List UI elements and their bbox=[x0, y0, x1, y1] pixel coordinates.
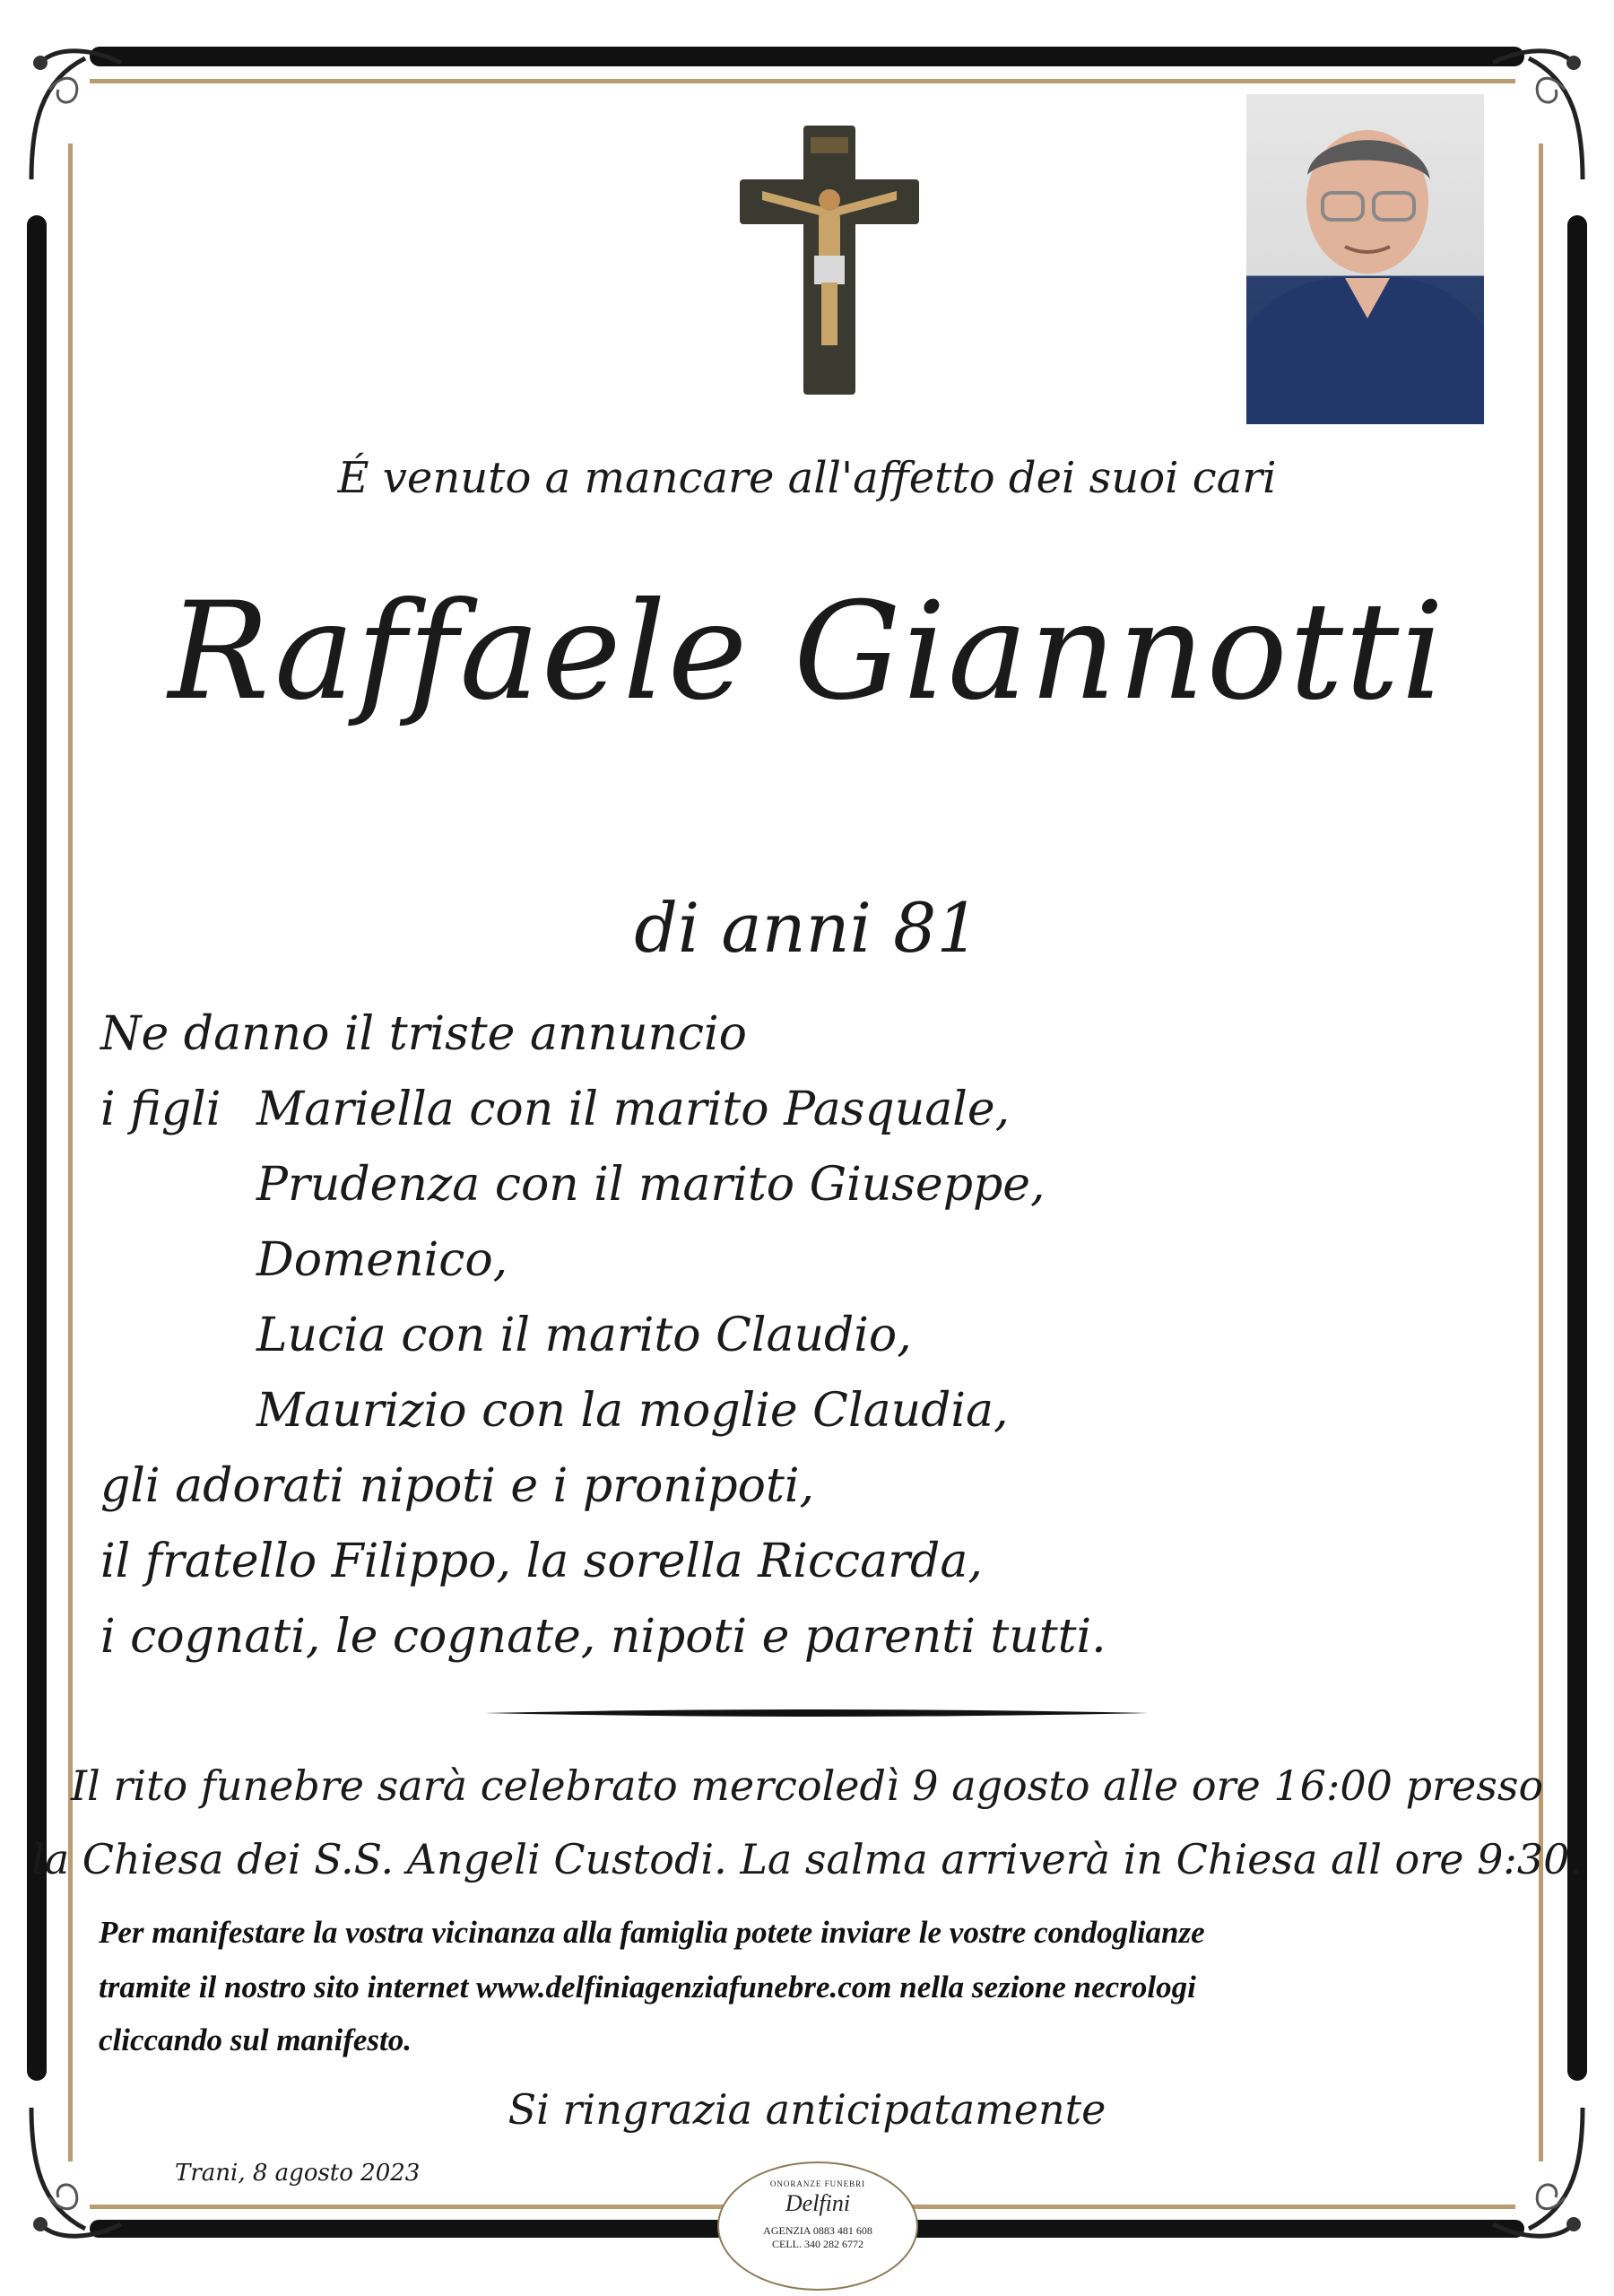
agency-phone: AGENZIA 0883 481 608 bbox=[763, 2224, 872, 2237]
thanks-text: Si ringrazia anticipatamente bbox=[508, 2085, 1106, 2134]
condolences-line: Per manifestare la vostra vicinanza alla famiglia potete inviare le vostre condoglianze bbox=[99, 1915, 1205, 1950]
funeral-line: la Chiesa dei S.S. Angeli Custodi. La salma arriverà in Chiesa all ore 9:30. bbox=[30, 1835, 1583, 1883]
date-place: Trani, 8 agosto 2023 bbox=[175, 2160, 421, 2187]
crucifix-icon bbox=[735, 121, 924, 399]
relatives-line: i cognati, le cognate, nipoti e parenti tutti. bbox=[100, 1610, 1106, 1664]
person-icon bbox=[1246, 94, 1484, 424]
agency-top-text: ONORANZE FUNEBRI bbox=[769, 2179, 866, 2188]
announcement-opening: Ne danno il triste annuncio bbox=[100, 1007, 747, 1061]
relatives-line: gli adorati nipoti e i pronipoti, bbox=[100, 1459, 815, 1513]
condolences-line: cliccando sul manifesto. bbox=[99, 2022, 412, 2057]
corner-ornament-top-right-icon bbox=[1475, 36, 1601, 188]
child-line: Prudenza con il marito Giuseppe, bbox=[256, 1158, 1046, 1212]
child-line: Mariella con il marito Pasquale, bbox=[256, 1083, 1011, 1136]
condolences-line: tramite il nostro sito internet www.delfiniagenziafunebre.com nella sezione necrologi bbox=[99, 1970, 1196, 2005]
children-label: i figli bbox=[100, 1083, 221, 1136]
funeral-line: Il rito funebre sarà celebrato mercoledì 9 agosto alle ore 16:00 presso bbox=[70, 1761, 1544, 1810]
frame-top-bar bbox=[90, 47, 1524, 66]
agency-name: Delfini bbox=[785, 2190, 851, 2216]
relatives-line: il fratello Filippo, la sorella Riccarda, bbox=[100, 1535, 983, 1588]
portrait-photo bbox=[1246, 94, 1484, 424]
child-line: Lucia con il marito Claudio, bbox=[256, 1309, 912, 1362]
deceased-age: di anni 81 bbox=[634, 888, 980, 968]
deceased-name: Raffaele Giannotti bbox=[168, 574, 1446, 730]
divider bbox=[484, 1706, 1148, 1720]
frame-gold-top bbox=[90, 79, 1515, 83]
agency-logo bbox=[717, 2161, 918, 2291]
child-line: Domenico, bbox=[256, 1233, 508, 1287]
agency-cell: CELL. 340 282 6772 bbox=[772, 2238, 863, 2250]
child-line: Maurizio con la moglie Claudia, bbox=[256, 1384, 1009, 1438]
corner-ornament-top-left-icon bbox=[13, 36, 139, 188]
intro-text: É venuto a mancare all'affetto dei suoi cari bbox=[337, 453, 1277, 503]
